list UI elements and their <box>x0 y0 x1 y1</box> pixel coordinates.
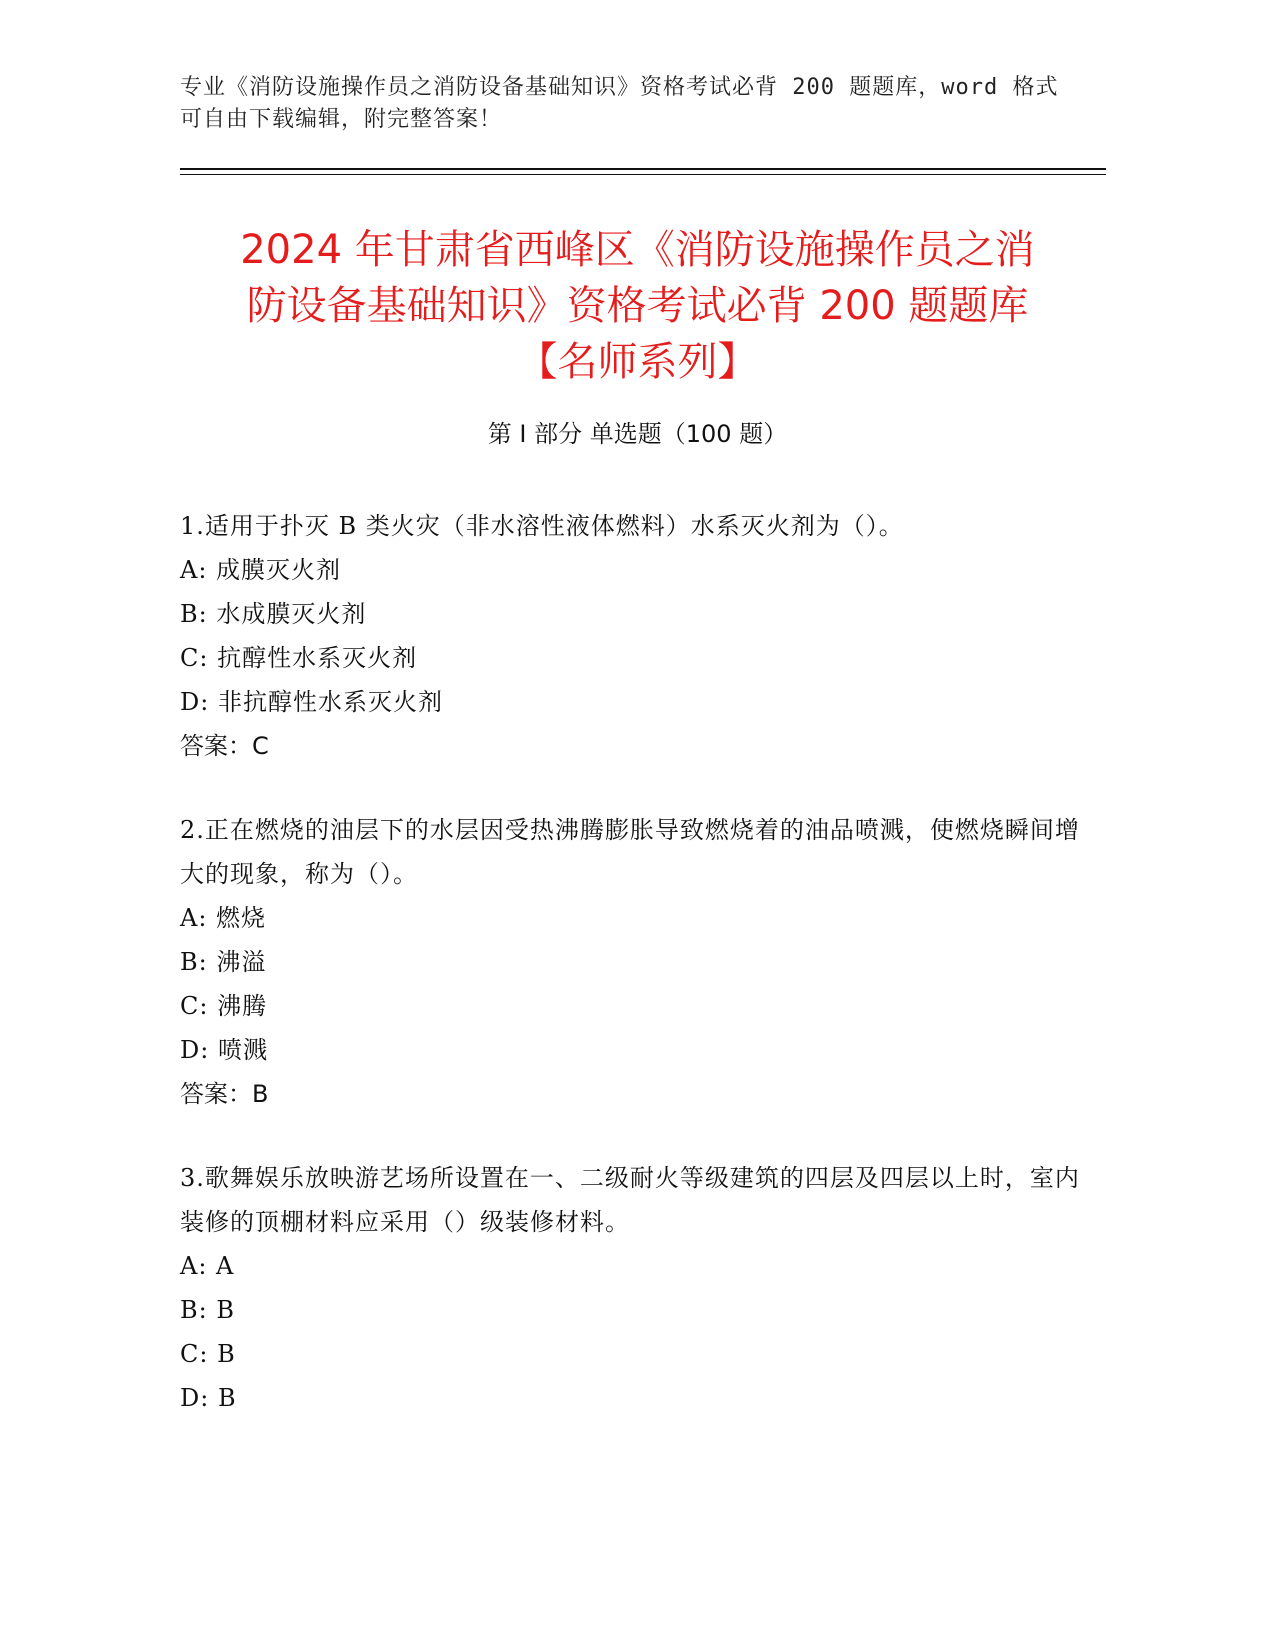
question-stem: 3.歌舞娱乐放映游艺场所设置在一、二级耐火等级建筑的四层及四层以上时，室内装修的顶棚材料应采用（）级装修材料。 <box>180 1164 1080 1236</box>
title-line-3: 【名师系列】 <box>517 339 758 385</box>
option-b: B: 沸溢 <box>180 948 267 976</box>
title-line-2: 防设备基础知识》资格考试必背 200 题题库 <box>246 283 1029 329</box>
option-c: C: 抗醇性水系灭火剂 <box>180 644 418 672</box>
header-divider-thick <box>180 168 1106 170</box>
answer: 答案：C <box>180 732 269 760</box>
option-b: B: 水成膜灭火剂 <box>180 600 367 628</box>
option-a: A: 燃烧 <box>180 904 267 932</box>
header-divider-thin <box>180 174 1106 175</box>
option-a: A: A <box>180 1252 235 1280</box>
question-2 <box>180 808 1080 1116</box>
header-note: 专业《消防设施操作员之消防设备基础知识》资格考试必背 200 题题库，word 格式可自由下载编辑，附完整答案！ <box>180 75 1059 132</box>
option-c: C: B <box>180 1340 236 1368</box>
option-d: D: 非抗醇性水系灭火剂 <box>180 688 443 716</box>
question-stem: 1.适用于扑灭 B 类火灾（非水溶性液体燃料）水系灭火剂为（）。 <box>180 512 904 540</box>
title-line-1: 2024 年甘肃省西峰区《消防设施操作员之消 <box>240 227 1035 273</box>
option-d: D: 喷溅 <box>180 1036 268 1064</box>
question-1 <box>180 504 1080 768</box>
option-d: D: B <box>180 1384 237 1412</box>
section-title: 第 I 部分 单选题（100 题） <box>487 420 788 448</box>
question-stem: 2.正在燃烧的油层下的水层因受热沸腾膨胀导致燃烧着的油品喷溅，使燃烧瞬间增大的现象，称为（）。 <box>180 816 1080 888</box>
option-b: B: B <box>180 1296 235 1324</box>
option-c: C: 沸腾 <box>180 992 268 1020</box>
document-title <box>150 222 1125 390</box>
option-a: A: 成膜灭火剂 <box>180 556 342 584</box>
question-3 <box>180 1156 1080 1420</box>
answer: 答案：B <box>180 1080 269 1108</box>
